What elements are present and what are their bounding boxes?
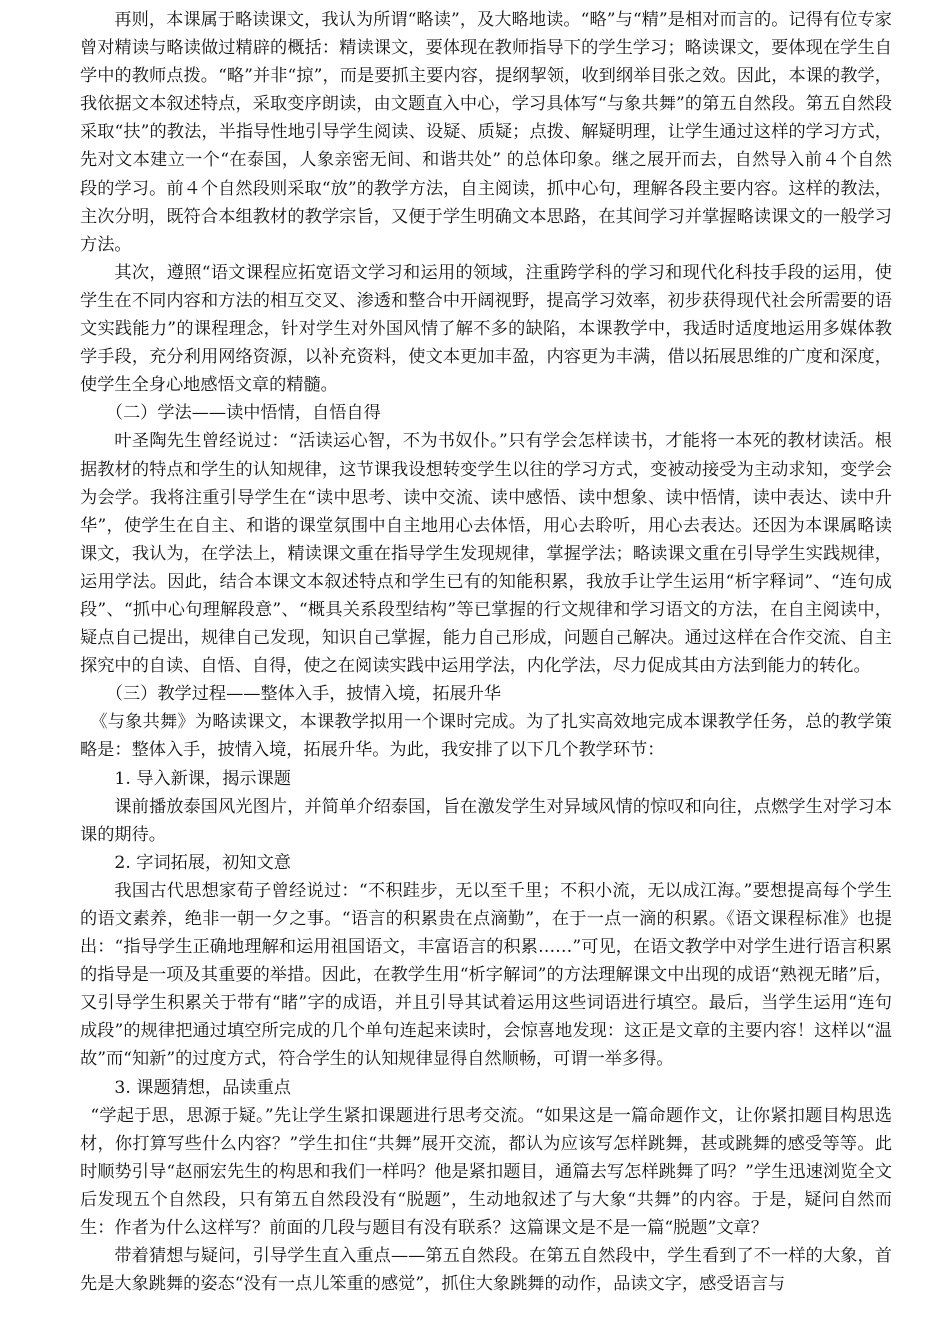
paragraph-multimedia: 其次，遵照“语文课程应拓宽语文学习和运用的领域，注重跨学科的学习和现代化科技手段的运用，使学生在不同内容和方法的相互交叉、渗透和整合中开阔视野，提高学习效率，初步获得现代社会所需要的语文实践能力”的课程理念，针对学生对外国风情了解不多的缺陷，本课教学中，我适时适度地运用多媒体教学手段，充分利用网络资源，以补充资料，使文本更加丰盈，内容更为丰满，借以拓展思维的广度和深度，使学生全身心地感悟文章的精髓。 [80, 262, 892, 396]
paragraph-step-3: “学起于思，思源于疑。”先让学生紧扣课题进行思考交流。“如果这是一篇命题作文，让你紧扣题目构思选材，你打算写些什么内容？”学生扣住“共舞”展开交流，都认为应该写怎样跳舞，甚或跳舞的感受等等。此时顺势引导“赵丽宏先生的构思和我们一样吗？他是紧扣题目，通篇去写怎样跳舞了吗？”学生迅速浏览全文后发现五个自然段，只有第五自然段没有“脱题”，生动地叙述了与大象“共舞”的内容。于是，疑问自然而生：作者为什么这样写？前面的几段与题目有没有联系？这篇课文是不是一篇“脱题”文章？ [80, 1105, 892, 1239]
paragraph-skim-reading: 再则，本课属于略读课文，我认为所谓“略读”，及大略地读。“略”与“精”是相对而言的。记得有位专家曾对精读与略读做过精辟的概括：精读课文，要体现在教师指导下的学生学习；略读课文，要体现在学生自学中的教师点拨。“略”并非“掠”，而是要抓主要内容，提纲挈领，收到纲举目张之效。因此，本课的教学，我依据文本叙述特点，采取变序朗读，由文题直入中心，学习具体写“与象共舞”的第五自然段。第五自然段采取“扶”的教法，半指导性地引导学生阅读、设疑、质疑；点拨、解疑明理，让学生通过这样的学习方式，先对文本建立一个“在泰国，人象亲密无间、和谐共处” 的总体印象。继之展开而去，自然导入前４个自然段的学习。前４个自然段则采取“放”的教学方法，自主阅读，抓中心句，理解各段主要内容。这样的教法，主次分明，既符合本组教材的教学宗旨，又便于学生明确文本思路，在其间学习并掌握略读课文的一般学习方法。 [80, 10, 892, 255]
document-page [80, 6, 892, 1298]
paragraph-key-section: 带着猜想与疑问，引导学生直入重点——第五自然段。在第五自然段中，学生看到了不一样的大象，首先是大象跳舞的姿态“没有一点儿笨重的感觉”，抓住大象跳舞的动作，品读文字，感受语言与 [80, 1246, 892, 1295]
paragraph-teaching-strategy: 《与象共舞》为略读课文，本课教学拟用一个课时完成。为了扎实高效地完成本课教学任务，总的教学策略是：整体入手，披情入境，拓展升华。为此，我安排了以下几个教学环节： [80, 712, 892, 761]
section-heading-teaching-process: （三）教学过程——整体入手，披情入境，拓展升华 [105, 684, 502, 705]
paragraph-step-2: 我国古代思想家荀子曾经说过：“不积跬步，无以至千里；不积小流，无以成江海。”要想提高每个学生的语文素养，绝非一朝一夕之事。“语言的积累贵在点滴勤”，在于一点一滴的积累。《语文课程标准》也提出：“指导学生正确地理解和运用祖国语文，丰富语言的积累……”可见，在语文教学中对学生进行语言积累的指导是一项及其重要的举措。因此，在教学生用“析字解词”的方法理解课文中出现的成语“熟视无睹”后，又引导学生积累关于带有“睹”字的成语，并且引导其试着运用这些词语进行填空。最后，当学生运用“连句成段”的规律把通过填空所完成的几个单句连起来读时，会惊喜地发现：这正是文章的主要内容！这样以“温故”而“知新”的过度方式，符合学生的认知规律显得自然顺畅，可谓一举多得。 [80, 880, 892, 1070]
step-heading-2: 2. 字词拓展，初知文意 [114, 852, 291, 873]
paragraph-step-1: 课前播放泰国风光图片，并简单介绍泰国，旨在激发学生对异域风情的惊叹和向往，点燃学生对学习本课的期待。 [80, 796, 892, 845]
section-heading-study-method: （二）学法——读中悟情，自悟自得 [105, 403, 381, 424]
step-heading-1: 1. 导入新课，揭示课题 [114, 768, 291, 789]
step-heading-3: 3. 课题猜想，品读重点 [114, 1077, 291, 1098]
paragraph-study-method: 叶圣陶先生曾经说过：“活读运心智，不为书奴仆。”只有学会怎样读书，才能将一本死的教材读活。根据教材的特点和学生的认知规律，这节课我设想转变学生以往的学习方式，变被动接受为主动求知，变学会为会学。我将注重引导学生在“读中思考、读中交流、读中感悟、读中想象、读中悟情，读中表达、读中升华”，使学生在自主、和谐的课堂氛围中自主地用心去体悟，用心去聆听，用心去表达。还因为本课属略读课文，我认为，在学法上，精读课文重在指导学生发现规律，掌握学法；略读课文重在引导学生实践规律，运用学法。因此，结合本课文本叙述特点和学生已有的知能积累，我放手让学生运用“析字释词”、“连句成段”、“抓中心句理解段意”、“概具关系段型结构”等已掌握的行文规律和学习语文的方法，在自主阅读中，疑点自己提出，规律自己发现，知识自己掌握，能力自己形成，问题自己解决。通过这样在合作交流、自主探究中的自读、自悟、自得，使之在阅读实践中运用学法，内化学法，尽力促成其由方法到能力的转化。 [80, 431, 892, 677]
